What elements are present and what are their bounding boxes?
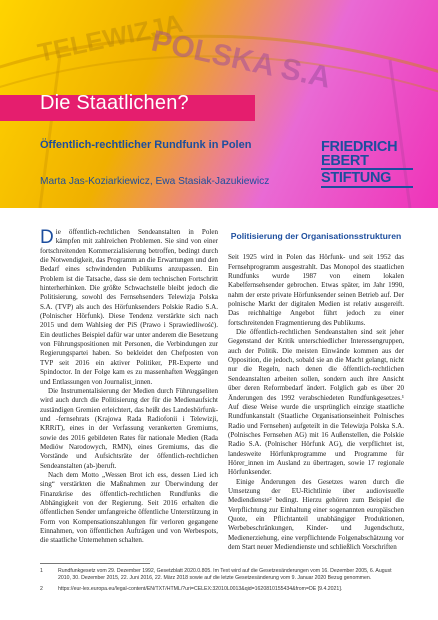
footnote-number: 1 — [40, 568, 43, 574]
footnote-divider — [40, 563, 150, 564]
sign-text-polska: POLSKA S.A — [148, 24, 334, 95]
footnote-text: Rundfunkgesetz vom 29. Dezember 1992, Gesetzblatt 2020.0.805. Im Text wird auf die Gesetzesänderungen vom 16. Dezember 2005, 6. August 2010, 30. Dezember 2015, 22. Juni 2016, 22. März 2018 sowie auf die letzte Gesetzesänderung vom 9. Januar 2020 Bezug genommen. — [58, 568, 392, 582]
header-banner — [0, 0, 438, 208]
body-paragraph: Seit 1925 wird in Polen das Hörfunk- und seit 1952 das Fernsehprogramm ausgestrahlt. Das Monopol des staatlichen Rundfunks wurde 1987 von einem lokalen Kabelfernsehsender gebrochen. Etwas später, im Jahr 1990, nahm der erste private Hörfunksender seinen Betrieb auf. Der polnische Markt der digitalen Medien ist relativ ausgereift. Das reichhaltige Angebot führt jedoch zu einer fortschreitenden Fragmentierung des Publikums. — [228, 253, 404, 327]
right-column — [228, 228, 404, 552]
page-title: Die Staatlichen? — [40, 92, 189, 114]
logo-line-1: FRIEDRICH — [321, 139, 398, 155]
body-paragraph: Einige Änderungen des Gesetzes waren durch die Umsetzung der EU-Richtlinie über audiovisuelle Mediendienste² bedingt. Hierzu gehören zum Beispiel die Verpflichtung zur Einhaltung einer sogenannten europäischen Quote, ein Pflichtanteil unabhängiger Produktionen, Werbebeschränkungen, Kinder- und Jugendschutz, Medienerziehung, eine verpflichtende Folgenabschätzung vor dem Start neuer Mediendienste und schließlich Vorschriften — [228, 477, 404, 551]
left-column — [40, 228, 218, 546]
page-subtitle: Öffentlich-rechtlicher Rundfunk in Polen — [40, 139, 252, 151]
logo-line-2: EBERT — [321, 153, 369, 169]
body-paragraph: Die Instrumentalisierung der Medien durch Führungseliten wird auch durch die Politisierung der für die Medienaufsicht zuständigen Gremien erleichtert, das heißt des Landeshörfunk- und -fernsehrats (Krajowa Rada Radiofonii i Telewizji, KRRiT), eines in der Verfassung verankerten Gremiums, sowie des 2016 gebildeten Rates für nationale Medien (Rada Mediów Narodowych, RMN), eines Gremiums, das die Vorstände und Aufsichtsräte der öffentlich-rechtlichen Sendeanstalten (ab-)beruft. — [40, 386, 218, 470]
logo-line-3: STIFTUNG — [321, 168, 413, 188]
sign-text-telewizja: TELEWIZJA — [35, 7, 186, 68]
footnote — [40, 586, 404, 593]
fes-logo — [321, 140, 413, 188]
authors: Marta Jas-Koziarkiewicz, Ewa Stasiak-Jazukiewicz — [40, 176, 270, 187]
footnote — [40, 568, 404, 582]
footnotes — [40, 563, 404, 598]
body-paragraph: Die öffentlich-rechtlichen Sendeanstalten in Polen kämpfen mit zahlreichen Problemen. Sie sind von einer fortschreitenden Kommerzialisierung betroffen, bedingt durch die Notwendigkeit, das Programm an die Erwartungen und den Bedarf eines schwindenden Publikums anzupassen. Ein Problem ist die Tatsache, dass sie dem technischen Fortschritt hinterherhinken. Die größte Schwachstelle bleibt jedoch die Politisierung, sowohl des Fernsehsenders Telewizja Polska S.A. (TVP) als auch des Hörfunksenders Polskie Radio S.A. (Polnischer Hörfunk). Diese Tendenz verstärkte sich nach 2015 und dem Wahlsieg der PiS (Prawo i Sprawiedliwość). Ein deutliches Beispiel dafür war unter anderem die Besetzung von Führungspositionen mit Personen, die Verbindungen zur Regierungspartei haben. So bekleidet den Chefposten von TVP seit 2016 ein aktiver Politiker, PR-Experte und Spindoctor. In der Folge kam es zu massenhaften Weggängen und Entlassungen von Journalist_innen. — [40, 227, 218, 386]
section-heading: Politisierung der Organisationsstrukturen — [230, 231, 402, 241]
drop-cap: D — [40, 227, 54, 248]
body-paragraph: Die öffentlich-rechtlichen Sendeanstalten sind seit jeher Gegenstand der Kritik unterschiedlicher Interessengruppen, auch der Politik. Die meisten Einwände kommen aus der Opposition, die jedoch, sobald sie an die Macht gelangt, nicht nur die Regeln, nach denen die öffentlich-rechtlichen Sendeanstalten arbeiten sollen, sondern auch ihre Ansicht über deren Reformbedarf ändert. Folglich gab es über 20 Änderungen des 1992 verabschiedeten Rundfunkgesetzes.¹ Auf diese Weise wurde die ursprünglich einzige staatliche Rundfunkanstalt (Staatliche Organisationseinheit Polnisches Radio und Fernsehen) aufgeteilt in die Telewizja Polska S.A. (Polnisches Fernsehen AG) mit 16 Außenstellen, die Polskie Radio S.A. (Polnischer Hörfunk AG), die verpflichtet ist, landesweite Hörfunkprogramme und Programme für Hörer_innen im Ausland zu übertragen, sowie 17 regionale Hörfunksender. — [228, 328, 404, 477]
body-paragraph: Nach dem Motto „Wessen Brot ich ess, dessen Lied ich sing“ verstärkten die Maßnahmen zur Überwindung der Finanzkrise des öffentlich-rechtlichen Rundfunks die Abhängigkeit von der Regierung. Seit 2016 erhalten die öffentlichen Sender umfangreiche öffentliche Unterstützung in Form von Kompensationszahlungen für verloren gegangene Einnahmen, von öffentlichen Aufträgen und von Werbespots, die staatliche Unternehmen schalten. — [40, 470, 218, 545]
footnote-number: 2 — [40, 586, 43, 593]
footnote-link[interactable]: https://eur-lex.europa.eu/legal-content/EN/TXT/HTML/?uri=CELEX:32010L0013&qid=1620810155434&from=DE [9.4.2021]. — [58, 586, 343, 593]
